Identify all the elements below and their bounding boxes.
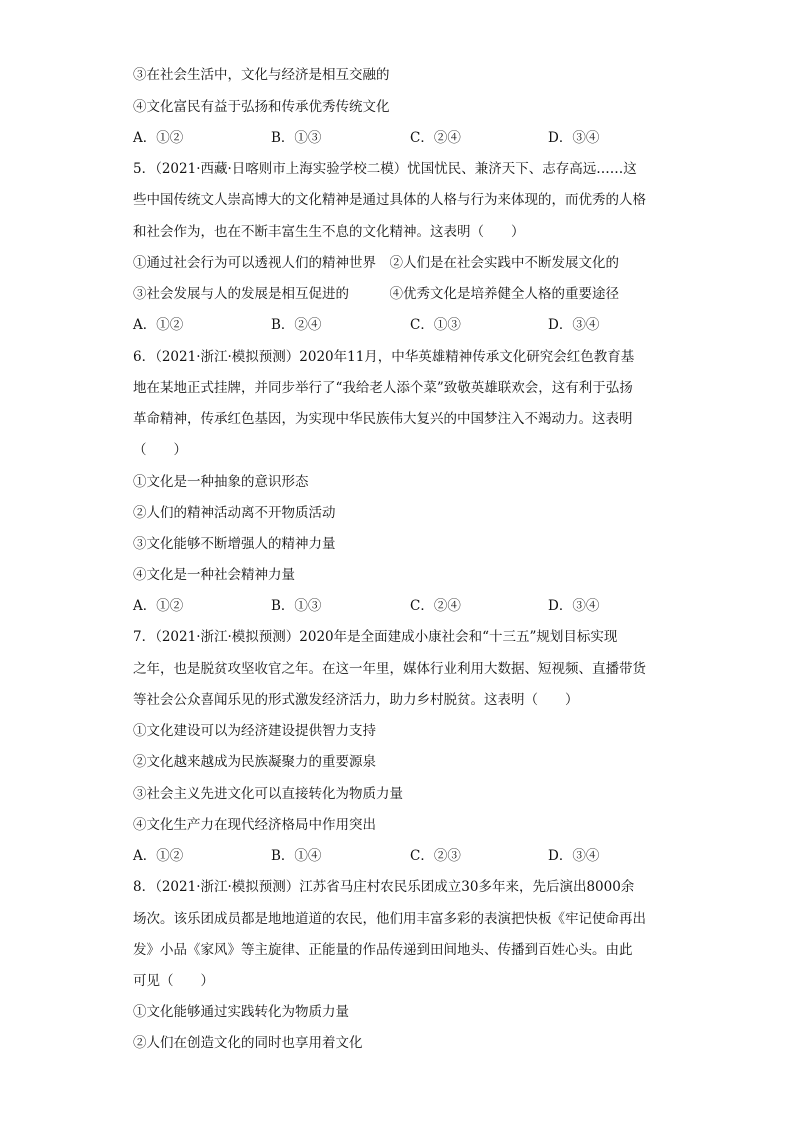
q6-options xyxy=(133,597,673,615)
q6-stem-line-3: 革命精神，传承红色基因，为实现中华民族伟大复兴的中国梦注入不竭动力。这表明 xyxy=(133,411,633,427)
q4-option-b[interactable]: B．①③ xyxy=(271,130,322,146)
q5-options xyxy=(133,316,673,334)
q8-stem-line-1: 8．（2021·浙江·模拟预测）江苏省马庄村农民乐团成立30多年来，先后演出8000余 xyxy=(133,879,635,895)
q6-option-b[interactable]: B．①③ xyxy=(271,598,322,614)
q7-stem-line-1: 7．（2021·浙江·模拟预测）2020年是全面建成小康社会和“十三五”规划目标实现 xyxy=(133,629,618,645)
q5-items-line-1: ①通过社会行为可以透视人们的精神世界 ②人们是在社会实践中不断发展文化的 xyxy=(133,255,619,271)
q5-option-c[interactable]: C．①③ xyxy=(410,317,461,333)
q4-option-d[interactable]: D．③④ xyxy=(548,130,600,146)
q8-stem-line-4: 可见（ ） xyxy=(133,973,214,989)
q5-option-b[interactable]: B．②④ xyxy=(271,317,322,333)
q7-option-a[interactable]: A．①② xyxy=(133,848,184,864)
q6-item-2: ②人们的精神活动离不开物质活动 xyxy=(133,505,336,521)
q8-item-2: ②人们在创造文化的同时也享用着文化 xyxy=(133,1035,363,1051)
q5-stem-line-3: 和社会作为，也在不断丰富生生不息的文化精神。这表明（ ） xyxy=(133,224,525,240)
q6-item-4: ④文化是一种社会精神力量 xyxy=(133,567,295,583)
q6-stem-line-1: 6．（2021·浙江·模拟预测）2020年11月，中华英雄精神传承文化研究会红色教育基 xyxy=(133,349,635,365)
q6-item-1: ①文化是一种抽象的意识形态 xyxy=(133,474,309,490)
q6-option-a[interactable]: A．①② xyxy=(133,598,184,614)
q7-item-3: ③社会主义先进文化可以直接转化为物质力量 xyxy=(133,786,403,802)
q8-item-1: ①文化能够通过实践转化为物质力量 xyxy=(133,1004,349,1020)
q7-option-d[interactable]: D．③④ xyxy=(548,848,600,864)
q7-item-1: ①文化建设可以为经济建设提供智力支持 xyxy=(133,723,376,739)
q6-stem-line-2: 地在某地正式挂牌，并同步举行了“我给老人添个菜”致敬英雄联欢会，这有利于弘扬 xyxy=(133,380,633,396)
q7-option-c[interactable]: C．②③ xyxy=(410,848,461,864)
q5-option-a[interactable]: A．①② xyxy=(133,317,184,333)
q8-stem-line-3: 发》小品《家风》等主旋律、正能量的作品传递到田间地头、传播到百姓心头。由此 xyxy=(133,942,633,958)
q4-option-a[interactable]: A．①② xyxy=(133,130,184,146)
q4-option-c[interactable]: C．②④ xyxy=(410,130,461,146)
q5-stem-line-1: 5．（2021·西藏·日喀则市上海实验学校二模）忧国忧民、兼济天下、志存高远……这 xyxy=(133,161,637,177)
q4-item-4: ④文化富民有益于弘扬和传承优秀传统文化 xyxy=(133,99,390,115)
q4-options xyxy=(133,129,673,147)
q6-option-c[interactable]: C．②④ xyxy=(410,598,461,614)
q7-item-4: ④文化生产力在现代经济格局中作用突出 xyxy=(133,817,376,833)
q6-stem-line-4: （ ） xyxy=(133,442,187,458)
q8-stem-line-2: 场次。该乐团成员都是地地道道的农民，他们用丰富多彩的表演把快板《牢记使命再出 xyxy=(133,911,646,927)
q5-option-d[interactable]: D．③④ xyxy=(548,317,600,333)
q4-item-3: ③在社会生活中，文化与经济是相互交融的 xyxy=(133,67,390,83)
q6-option-d[interactable]: D．③④ xyxy=(548,598,600,614)
q7-stem-line-2: 之年，也是脱贫攻坚收官之年。在这一年里，媒体行业利用大数据、短视频、直播带货 xyxy=(133,661,646,677)
q7-item-2: ②文化越来越成为民族凝聚力的重要源泉 xyxy=(133,754,376,770)
q5-stem-line-2: 些中国传统文人崇高博大的文化精神是通过具体的人格与行为来体现的，而优秀的人格 xyxy=(133,192,646,208)
q7-stem-line-3: 等社会公众喜闻乐见的形式激发经济活力，助力乡村脱贫。这表明（ ） xyxy=(133,692,579,708)
q7-options xyxy=(133,847,673,865)
q6-item-3: ③文化能够不断增强人的精神力量 xyxy=(133,536,336,552)
q5-items-line-2: ③社会发展与人的发展是相互促进的 ④优秀文化是培养健全人格的重要途径 xyxy=(133,286,619,302)
q7-option-b[interactable]: B．①④ xyxy=(271,848,322,864)
